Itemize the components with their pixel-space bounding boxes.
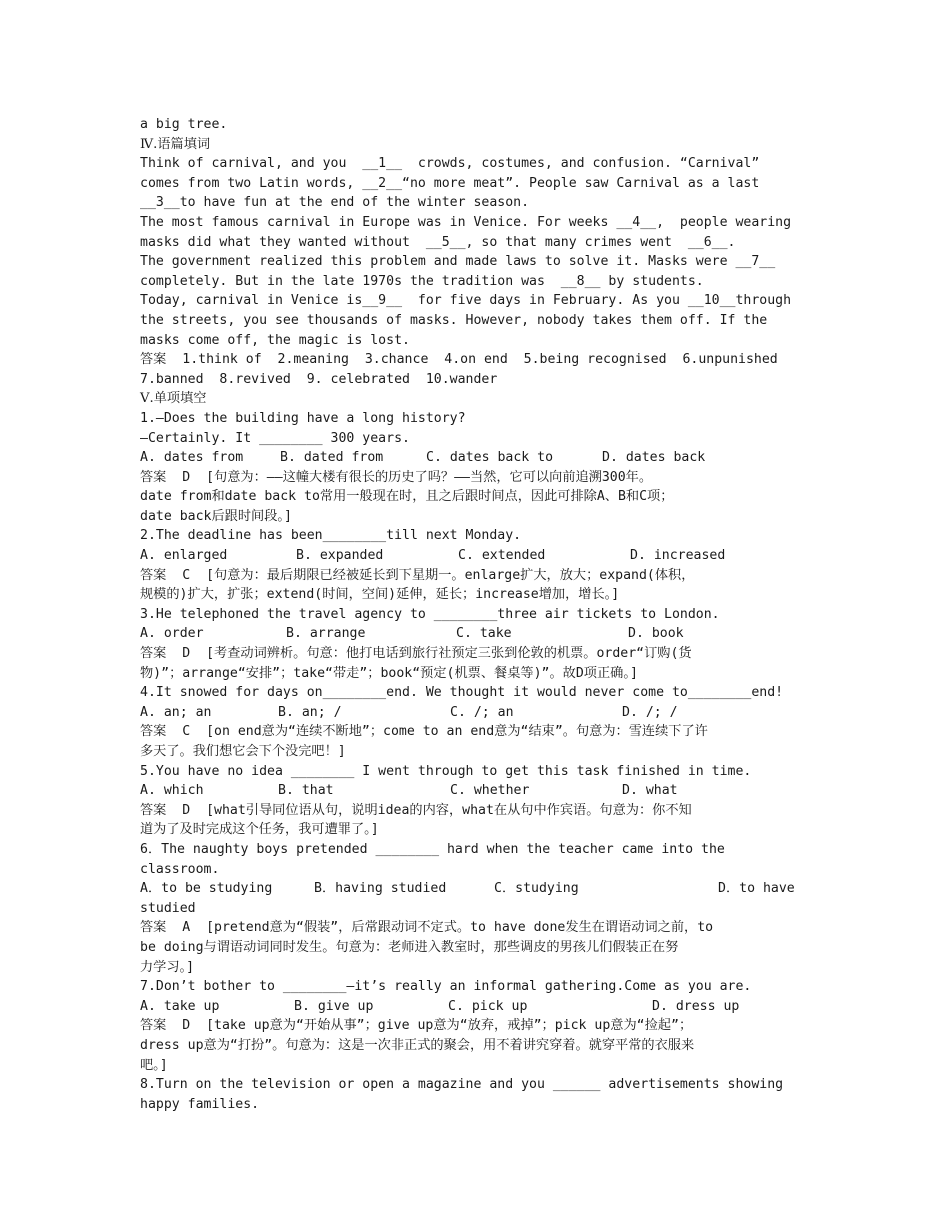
question-3-answer: 答案 D [考查动词辨析。句意：他打电话到旅行社预定三张到伦敦的机票。order“订购(货 [140, 646, 692, 662]
question-5-stem: 5.You have no idea ________ I went through to get this task finished in time. [140, 763, 752, 779]
option-c: C．studying [494, 881, 579, 897]
option-b: B. dated from [280, 450, 384, 466]
question-7-answer: dress up意为“打扮”。句意为：这是一次非正式的聚会，用不着讲究穿着。就穿平常的衣服来 [140, 1037, 695, 1053]
question-4-stem: 4.It snowed for days on________end. We thought it would never come to________end! [140, 685, 784, 701]
question-2-answer: 规模的)扩大，扩张；extend(时间，空间)延伸，延长；increase增加，增长。] [140, 587, 620, 603]
question-4-answer: 多天了。我们想它会下个没完吧！] [140, 744, 346, 759]
option-a: A. enlarged [140, 548, 228, 564]
option-d: D．to have [718, 881, 795, 897]
option-b: B. that [278, 783, 334, 799]
question-4-options [140, 703, 812, 723]
option-d: D. increased [630, 548, 726, 564]
passage-line: Today, carnival in Venice is__9__ for five days in February. As you __10__through [140, 293, 792, 309]
passage-line: masks come off, the magic is lost. [140, 332, 410, 348]
question-2-options [140, 546, 812, 566]
option-c: C. /; an [450, 704, 514, 720]
question-8-stem: 8.Turn on the television or open a magazine and you ______ advertisements showing [140, 1077, 784, 1093]
passage-line: completely. But in the late 1970s the tradition was __8__ by students. [140, 273, 704, 289]
question-5-answer: 答案 D [what引导同位语从句，说明idea的内容，what在从句中作宾语。句意为：你不知 [140, 802, 692, 818]
question-6-answer: be doing与谓语动词同时发生。句意为：老师进入教室时，那些调皮的男孩儿们假装正在努 [140, 939, 679, 955]
option-a: A. order [140, 626, 204, 642]
section-5-title: Ⅴ.单项填空 [140, 391, 207, 407]
passage-line: comes from two Latin words, __2__“no more meat”. People saw Carnival as a last [140, 175, 760, 191]
question-1-stem: 1.—Does the building have a long history? [140, 410, 466, 426]
question-3-stem: 3.He telephoned the travel agency to ________three air tickets to London. [140, 606, 720, 622]
question-6-stem: 6．The naughty boys pretended ________ hard when the teacher came into the [140, 841, 725, 857]
question-7-answer: 吧。] [140, 1057, 168, 1073]
option-a: A. dates from [140, 450, 244, 466]
question-1-stem: —Certainly. It ________ 300 years. [140, 430, 410, 446]
option-d: D. dress up [652, 998, 740, 1014]
question-1-answer: 答案 D [句意为：——这幢大楼有很长的历史了吗？——当然，它可以向前追溯300年。 [140, 469, 653, 485]
question-4-answer: 答案 C [on end意为“连续不断地”；come to an end意为“结束”。句意为：雪连续下了许 [140, 724, 708, 740]
section-4-title: Ⅳ.语篇填词 [140, 136, 211, 152]
passage-line: __3__to have fun at the end of the winter season. [140, 195, 530, 211]
option-a: A. take up [140, 998, 220, 1014]
question-3-answer: 物)”；arrange“安排”；take“带走”；book“预定(机票、餐桌等)”。故D项正确。] [140, 665, 638, 681]
question-6-stem: classroom. [140, 861, 220, 877]
question-7-stem: 7.Don’t bother to ________—it’s really an informal gathering.Come as you are. [140, 979, 752, 995]
option-b: B. expanded [296, 548, 384, 564]
question-5-options [140, 781, 812, 801]
previous-page-tail: a big tree. [140, 117, 228, 132]
question-2-answer: 答案 C [句意为：最后期限已经被延长到下星期一。enlarge扩大，放大；expand(体积， [140, 567, 695, 583]
question-8-stem: happy families. [140, 1096, 260, 1112]
question-6-answer: 力学习。] [140, 959, 195, 975]
passage-line: The government realized this problem and made laws to solve it. Masks were __7__ [140, 254, 776, 270]
option-c: C. take [456, 626, 512, 642]
question-5-answer: 道为了及时完成这个任务，我可遭罪了。] [140, 822, 379, 838]
passage-line: the streets, you see thousands of masks. However, nobody takes them off. If the [140, 312, 768, 328]
question-7-options [140, 997, 812, 1017]
option-a: A. an; an [140, 704, 212, 720]
option-b: B. an; / [278, 704, 342, 720]
question-6-options [140, 879, 812, 899]
option-c: C. whether [450, 783, 530, 799]
question-2-stem: 2.The deadline has been________till next Monday. [140, 528, 522, 544]
passage-answer: 答案 1.think of 2.meaning 3.chance 4.on end 5.being recognised 6.unpunished [140, 352, 778, 368]
passage-line: The most famous carnival in Europe was in Venice. For weeks __4__, people wearing [140, 214, 792, 230]
option-b: B. arrange [286, 626, 366, 642]
option-c: C. dates back to [426, 450, 554, 466]
question-1-answer: date from和date back to常用一般现在时，且之后跟时间点，因此可排除A、B和C项； [140, 489, 674, 505]
passage-line: masks did what they wanted without __5__, so that many crimes went __6__. [140, 234, 736, 250]
question-1-options [140, 448, 812, 468]
option-a: A．to be studying [140, 881, 273, 897]
option-d: D. what [622, 783, 678, 799]
question-7-answer: 答案 D [take up意为“开始从事”；give up意为“放弃，戒掉”；pick up意为“捡起”； [140, 1018, 693, 1034]
option-c: C. extended [458, 548, 546, 564]
option-d: D. dates back [602, 450, 706, 466]
question-3-options [140, 624, 812, 644]
option-b: B．having studied [314, 881, 447, 897]
option-c: C. pick up [448, 998, 528, 1014]
option-d: D. /; / [622, 704, 678, 720]
option-a: A. which [140, 783, 204, 799]
document-page [140, 115, 812, 1114]
passage-line: Think of carnival, and you __1__ crowds, costumes, and confusion. “Carnival” [140, 156, 760, 172]
option-d: D. book [628, 626, 684, 642]
question-6-answer: 答案 A [pretend意为“假装”，后常跟动词不定式。to have done发生在谓语动词之前，to [140, 920, 714, 936]
passage-answer: 7.banned 8.revived 9. celebrated 10.wander [140, 371, 498, 387]
option-b: B. give up [294, 998, 374, 1014]
question-1-answer: date back后跟时间段。] [140, 508, 292, 524]
question-6-option-tail: studied [140, 900, 196, 916]
